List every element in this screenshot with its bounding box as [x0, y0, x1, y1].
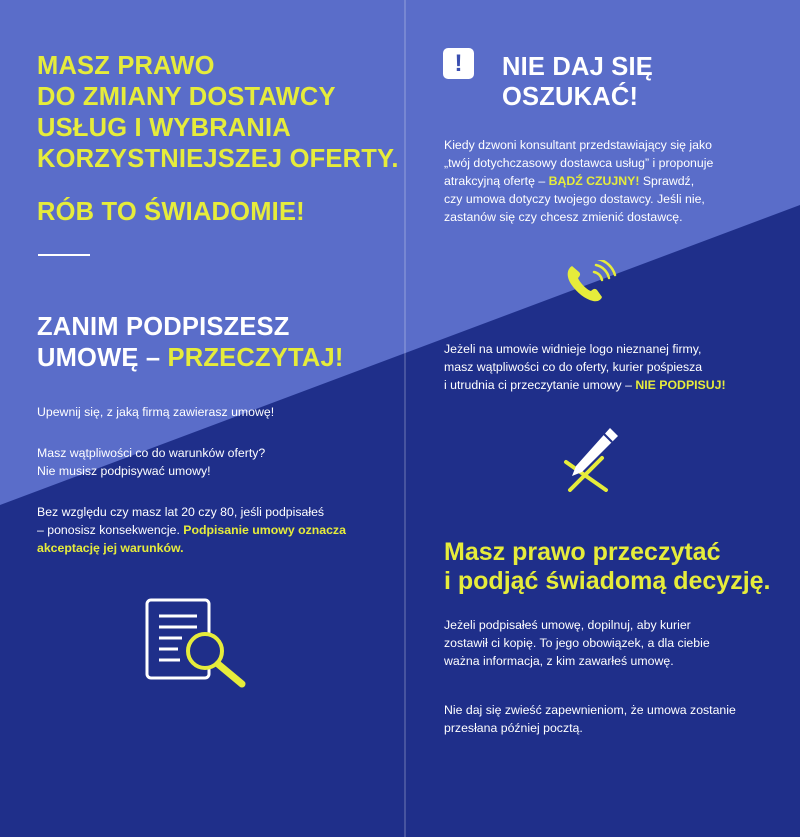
subheadline: RÓB TO ŚWIADOMIE!: [37, 198, 305, 226]
left-headline: [37, 51, 399, 175]
right-paragraph-1-line-4: czy umowa dotyczy twojego dostawcy. Jeśli nie,: [444, 192, 705, 206]
headline-line-4: KORZYSTNIEJSZEJ OFERTY.: [37, 145, 399, 173]
right-paragraph-2-line-1: Jeżeli na umowie widnieje logo nieznanej firmy,: [444, 342, 702, 356]
right-paragraph-1-white-a: atrakcyjną ofertę –: [444, 174, 549, 188]
right-paragraph-4-line-2: przesłana później pocztą.: [444, 721, 583, 735]
right-paragraph-1-yellow: BĄDŹ CZUJNY!: [548, 174, 640, 188]
right-paragraph-1-line-1: Kiedy dzwoni konsultant przedstawiający się jako: [444, 138, 712, 152]
right-mid-title-line-2: i podjąć świadomą decyzję.: [444, 567, 771, 595]
right-paragraph-2-line-3: [444, 376, 726, 394]
left-paragraph-3-line-3: akceptację jej warunków.: [37, 541, 184, 555]
right-paragraph-1-white-b: Sprawdź,: [639, 174, 695, 188]
headline-line-2: DO ZMIANY DOSTAWCY: [37, 83, 336, 111]
document-magnifier-icon: [142, 596, 252, 691]
right-paragraph-2-line-2: masz wątpliwości co do oferty, kurier pośpiesza: [444, 360, 703, 374]
pen-cross-icon: [560, 424, 622, 492]
section-title-yellow: PRZECZYTAJ!: [167, 344, 344, 372]
fold-line: [404, 0, 406, 837]
left-paragraph-3-line-1: Bez względu czy masz lat 20 czy 80, jeśli podpisałeś: [37, 505, 325, 519]
headline-line-3: USŁUG I WYBRANIA: [37, 114, 291, 142]
right-paragraph-1-line-5: zastanów się czy chcesz zmienić dostawcę.: [444, 210, 683, 224]
right-paragraph-2-white: i utrudnia ci przeczytanie umowy –: [444, 378, 636, 392]
right-paragraph-4: [444, 701, 736, 737]
section-title: [37, 312, 344, 374]
left-paragraph-2: [37, 444, 265, 480]
headline-line-1: MASZ PRAWO: [37, 52, 215, 80]
section-title-line-2: [37, 343, 344, 374]
left-paragraph-2-line-1: Masz wątpliwości co do warunków oferty?: [37, 446, 266, 460]
warning-icon: !: [443, 48, 474, 79]
phone-ringing-icon: [562, 260, 622, 306]
right-paragraph-3-line-1: Jeżeli podpisałeś umowę, dopilnuj, aby kurier: [444, 618, 691, 632]
left-paragraph-1: Upewnij się, z jaką firmą zawierasz umowę!: [37, 405, 275, 419]
right-paragraph-2-yellow: NIE PODPISUJ!: [635, 378, 726, 392]
divider: [38, 254, 90, 256]
left-paragraph-2-line-2: Nie musisz podpisywać umowy!: [37, 464, 211, 478]
right-paragraph-3: [444, 616, 710, 670]
left-paragraph-3-white: – ponosisz konsekwencje.: [37, 523, 184, 537]
right-title: [502, 52, 653, 112]
right-paragraph-4-line-1: Nie daj się zwieść zapewnieniom, że umowa zostanie: [444, 703, 736, 717]
right-mid-title: [444, 538, 771, 596]
left-paragraph-3: [37, 503, 346, 557]
section-title-white: UMOWĘ –: [37, 344, 168, 372]
right-paragraph-1-line-3: [444, 172, 713, 190]
right-paragraph-1-line-2: „twój dotychczasowy dostawca usług” i proponuje: [444, 156, 714, 170]
left-paragraph-3-line-2: [37, 521, 346, 539]
right-paragraph-1: [444, 136, 713, 226]
right-title-line-1: NIE DAJ SIĘ: [502, 53, 653, 81]
section-title-line-1: ZANIM PODPISZESZ: [37, 313, 290, 341]
left-paragraph-3-yellow: Podpisanie umowy oznacza: [183, 523, 346, 537]
right-mid-title-line-1: Masz prawo przeczytać: [444, 538, 721, 566]
right-paragraph-2: [444, 340, 726, 394]
right-paragraph-3-line-2: zostawił ci kopię. To jego obowiązek, a dla ciebie: [444, 636, 710, 650]
right-title-line-2: OSZUKAĆ!: [502, 83, 639, 111]
right-paragraph-3-line-3: ważna informacja, z kim zawarłeś umowę.: [444, 654, 674, 668]
